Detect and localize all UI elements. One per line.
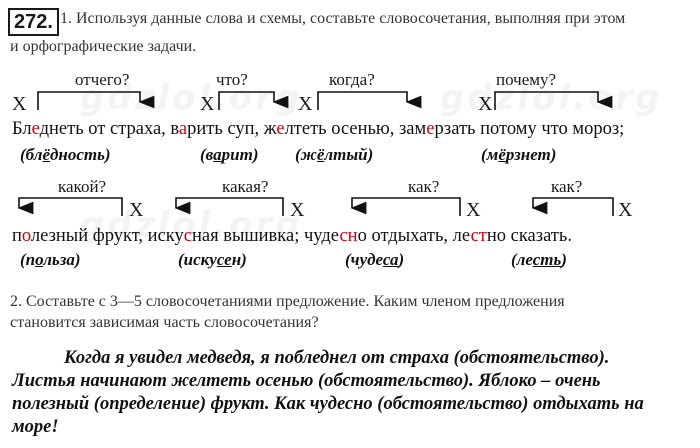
check-word: (жёлтый) (295, 145, 374, 164)
question-label: что? (216, 70, 248, 89)
x-mark: Х (290, 199, 305, 221)
question-label: какой? (58, 177, 107, 196)
question-label: как? (408, 177, 440, 196)
check-word: (польза) (20, 250, 81, 269)
task-number: 272. (8, 8, 59, 36)
answer-line: полезный (определение) фрукт. Как чудесно (обстоятельство) отдыхать на (12, 394, 644, 414)
task1-line1: 1. Используя данные слова и схемы, составьте словосочетания, выполняя при этом (60, 10, 626, 27)
scheme-1-1 (38, 92, 140, 110)
check-word: (лесть) (511, 250, 567, 269)
question-label: отчего? (75, 70, 130, 89)
scheme-2-1 (19, 198, 122, 216)
question-label: какая? (222, 177, 269, 196)
x-mark: Х (129, 199, 144, 221)
phrase-row2: полезный фрукт, искусная вышивка; чудесно отдыхать, лестно сказать. (12, 226, 572, 246)
answer-line: Листья начинают желтеть осенью (обстоятельство). Яблоко – очень (12, 371, 601, 391)
task2-line2: становится зависимая часть словосочетания? (10, 314, 319, 331)
x-mark: Х (200, 93, 215, 115)
scheme-2-4 (533, 198, 613, 216)
check-word: (искусен) (178, 250, 247, 269)
task2-line1: 2. Составьте с 3—5 словосочетаниями предложение. Каким членом предложения (10, 293, 565, 310)
check-word: (чудеса) (345, 250, 405, 269)
scheme-1-4 (495, 92, 598, 110)
answer-line: Когда я увидел медведя, я побледнел от страха (обстоятельство). (64, 348, 610, 368)
answer-line: море! (12, 417, 59, 437)
phrase-row1: Бледнеть от страха, варить суп, желтеть осенью, замерзать потому что мороз; (12, 119, 625, 139)
x-mark: Х (298, 93, 313, 115)
scheme-2-3 (352, 198, 460, 216)
check-word: (блёдность) (20, 145, 111, 164)
check-word: (варит) (200, 145, 259, 164)
scheme-1-3 (318, 92, 407, 110)
scheme-2-2 (176, 198, 283, 216)
task1-line2: и орфографические задачи. (10, 38, 197, 55)
question-label: как? (551, 177, 583, 196)
check-word: (мёрзнет) (481, 145, 557, 164)
scheme-1-2 (219, 92, 274, 110)
x-mark: Х (466, 199, 481, 221)
x-mark: Х (478, 93, 493, 115)
question-label: когда? (329, 70, 375, 89)
x-mark: Х (12, 93, 27, 115)
x-mark: Х (618, 199, 633, 221)
question-label: почему? (496, 70, 557, 89)
